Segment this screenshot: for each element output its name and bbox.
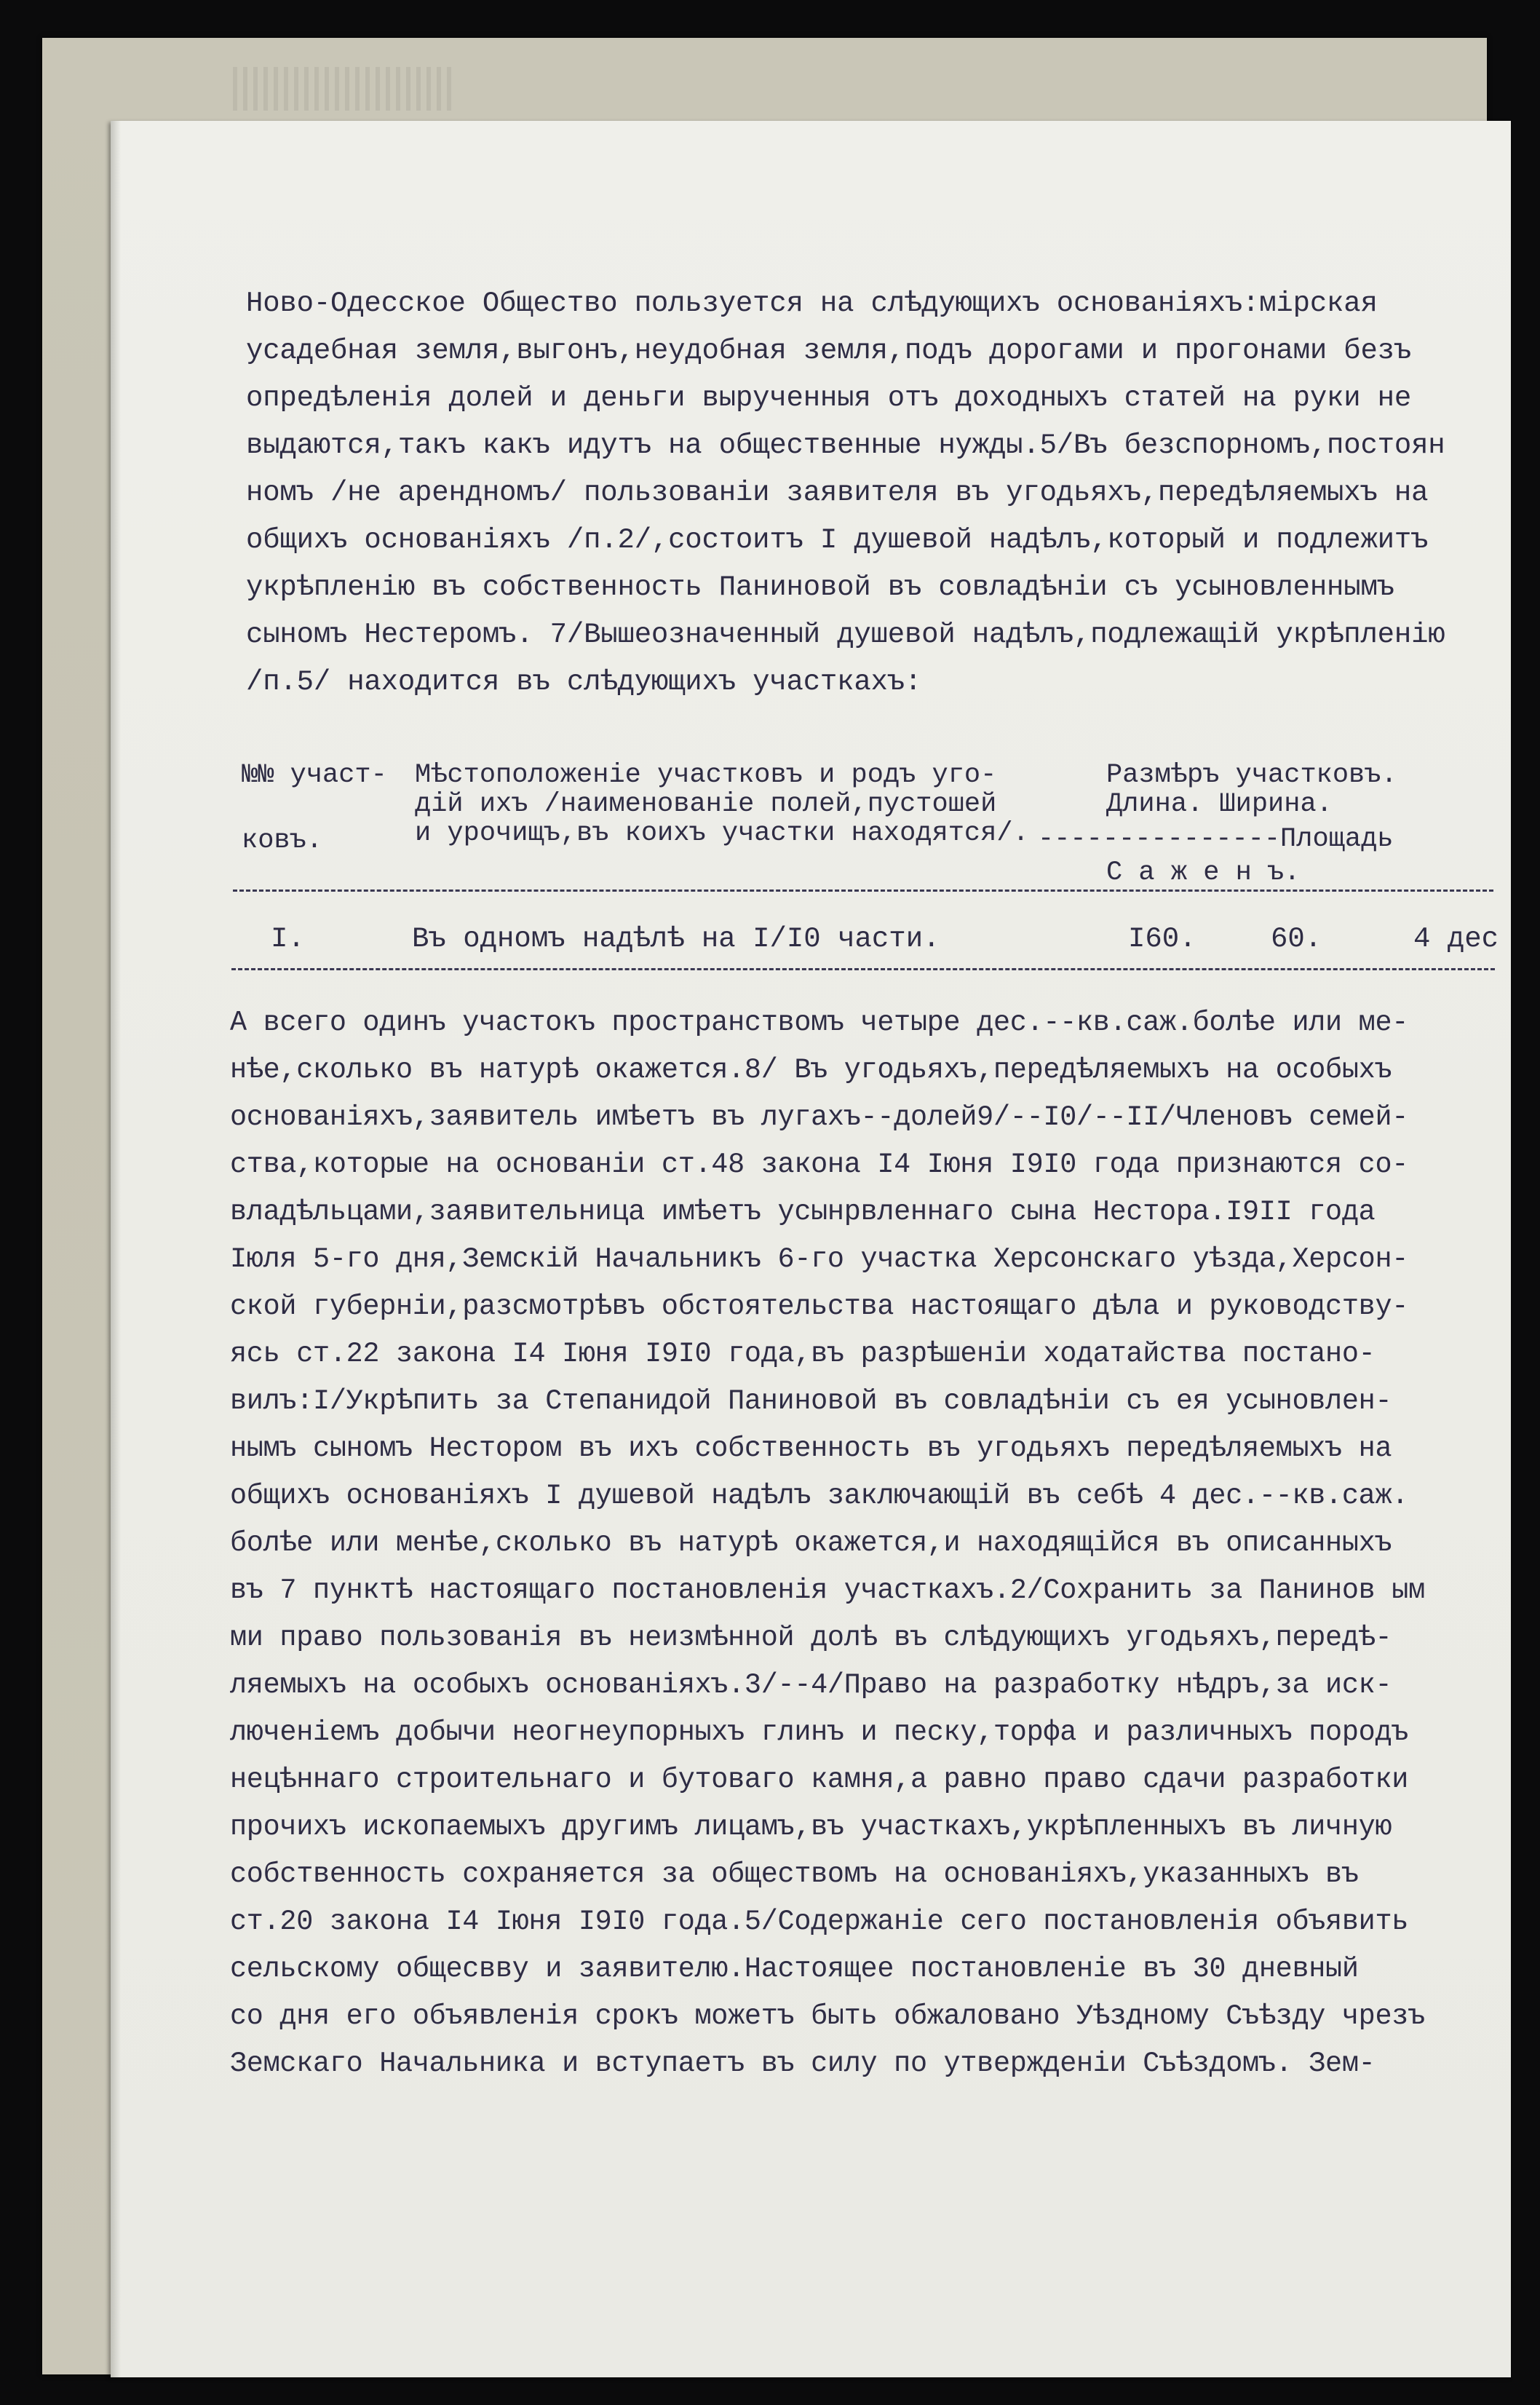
text-line: опредѣленія долей и деньги вырученныя отъ доходныхъ статей на руки не xyxy=(246,382,1412,414)
col-area-header: ---------------Площадь xyxy=(1038,824,1394,855)
text-line: со дня его объявленія срокъ можетъ быть обжаловано Уѣздному Съѣзду чрезъ xyxy=(230,2000,1425,2032)
table-cell-number: I. xyxy=(271,923,305,955)
col-number-header-line1: №№ участ- xyxy=(242,760,387,791)
col-location-header-line2: дій ихъ /наименованіе полей,пустошей xyxy=(415,789,997,820)
table-cell-length: I60. xyxy=(1128,923,1196,955)
text-line: ст.20 закона I4 Іюня I9I0 года.5/Содержаніе сего постановленія объявить xyxy=(230,1906,1409,1938)
text-line: ми право пользованія въ неизмѣнной долѣ въ слѣдующихъ угодьяхъ,передѣ- xyxy=(230,1622,1392,1654)
col-size-header: Размѣръ участковъ. xyxy=(1106,760,1397,791)
col-number-header-line3: ковъ. xyxy=(242,825,323,856)
text-line: вилъ:I/Укрѣпить за Степанидой Паниновой въ совладѣніи съ ея усыновлен- xyxy=(230,1385,1392,1417)
text-line: болѣе или менѣе,сколько въ натурѣ окажется,и находящійся въ описанныхъ xyxy=(230,1527,1392,1559)
col-unit-header: С а ж е н ъ. xyxy=(1106,857,1301,888)
table-cell-area: 4 дес xyxy=(1413,923,1499,955)
text-line: въ 7 пунктѣ настоящаго постановленія участкахъ.2/Сохранить за Панинов ым xyxy=(230,1574,1425,1606)
text-line: сельскому общесвву и заявителю.Настоящее постановленіе въ 30 дневный xyxy=(230,1953,1359,1985)
text-line: Іюля 5-го дня,Земскій Начальникъ 6-го участка Херсонскаго уѣзда,Херсон- xyxy=(230,1243,1409,1275)
top-paragraph xyxy=(246,280,1498,706)
text-line: укрѣпленію въ собственность Паниновой въ совладѣніи съ усыновленнымъ xyxy=(246,571,1394,603)
text-line: нѣе,сколько въ натурѣ окажется.8/ Въ угодьяхъ,передѣляемыхъ на особыхъ xyxy=(230,1054,1392,1086)
text-line: люченіемъ добычи неогнеупорныхъ глинъ и песку,торфа и различныхъ породъ xyxy=(230,1716,1409,1748)
text-line: основаніяхъ,заявитель имѣетъ въ лугахъ--долей9/--I0/--II/Членовъ семей- xyxy=(230,1101,1409,1133)
text-line: усадебная земля,выгонъ,неудобная земля,подъ дорогами и прогонами безъ xyxy=(246,335,1412,367)
col-location-header-line1: Мѣстоположеніе участковъ и родъ уго- xyxy=(415,760,997,791)
text-line: общихъ основаніяхъ I душевой надѣлъ заключающій въ себѣ 4 дес.--кв.саж. xyxy=(230,1480,1409,1512)
text-line: общихъ основаніяхъ /п.2/,состоитъ I душевой надѣлъ,который и подлежитъ xyxy=(246,524,1429,556)
text-line: номъ /не арендномъ/ пользованіи заявителя въ угодьяхъ,передѣляемыхъ на xyxy=(246,477,1429,509)
table-cell-width: 60. xyxy=(1271,923,1322,955)
text-line: /п.5/ находится въ слѣдующихъ участкахъ: xyxy=(246,666,922,698)
text-line: владѣльцами,заявительница имѣетъ усынрвленнаго сына Нестора.I9II года xyxy=(230,1196,1376,1228)
text-line: А всего одинъ участокъ пространствомъ четыре дес.--кв.саж.болѣе или ме- xyxy=(230,1007,1409,1039)
text-line: сыномъ Нестеромъ. 7/Вышеозначенный душевой надѣлъ,подлежащій укрѣпленію xyxy=(246,619,1445,651)
text-line: Земскаго Начальника и вступаетъ въ силу по утвержденіи Съѣздомъ. Зем- xyxy=(230,2048,1376,2080)
text-line: ясь ст.22 закона I4 Іюня I9I0 года,въ разрѣшеніи ходатайства постано- xyxy=(230,1338,1376,1370)
text-line: нецѣннаго строительнаго и бутоваго камня,а равно право сдачи разработки xyxy=(230,1764,1409,1796)
text-line: прочихъ ископаемыхъ другимъ лицамъ,въ участкахъ,укрѣпленныхъ въ личную xyxy=(230,1811,1392,1843)
faded-show-through-text xyxy=(233,67,451,111)
table-bottom-rule xyxy=(231,968,1495,970)
text-line: собственность сохраняется за обществомъ на основаніяхъ,указанныхъ въ xyxy=(230,1858,1359,1890)
col-location-header-line3: и урочищъ,въ коихъ участки находятся/. xyxy=(415,818,1029,849)
text-line: ской губерніи,разсмотрѣвъ обстоятельства настоящаго дѣла и руководству- xyxy=(230,1291,1409,1323)
text-line: Ново-Одесское Общество пользуется на слѣдующихъ основаніяхъ:мірская xyxy=(246,288,1378,320)
col-length-width-header: Длина. Ширина. xyxy=(1106,789,1333,820)
text-line: нымъ сыномъ Нестором въ ихъ собственность въ угодьяхъ передѣляемыхъ на xyxy=(230,1433,1392,1465)
bottom-paragraph xyxy=(230,999,1504,2088)
text-line: выдаются,такъ какъ идутъ на общественные нужды.5/Въ безспорномъ,постоян xyxy=(246,429,1445,461)
text-line: ства,которые на основаніи ст.48 закона I4 Іюня I9I0 года признаются со- xyxy=(230,1149,1409,1181)
table-header-rule xyxy=(233,890,1493,892)
text-line: ляемыхъ на особыхъ основаніяхъ.3/--4/Право на разработку нѣдръ,за иск- xyxy=(230,1669,1392,1701)
table-cell-location: Въ одномъ надѣлѣ на I/I0 части. xyxy=(412,923,940,955)
